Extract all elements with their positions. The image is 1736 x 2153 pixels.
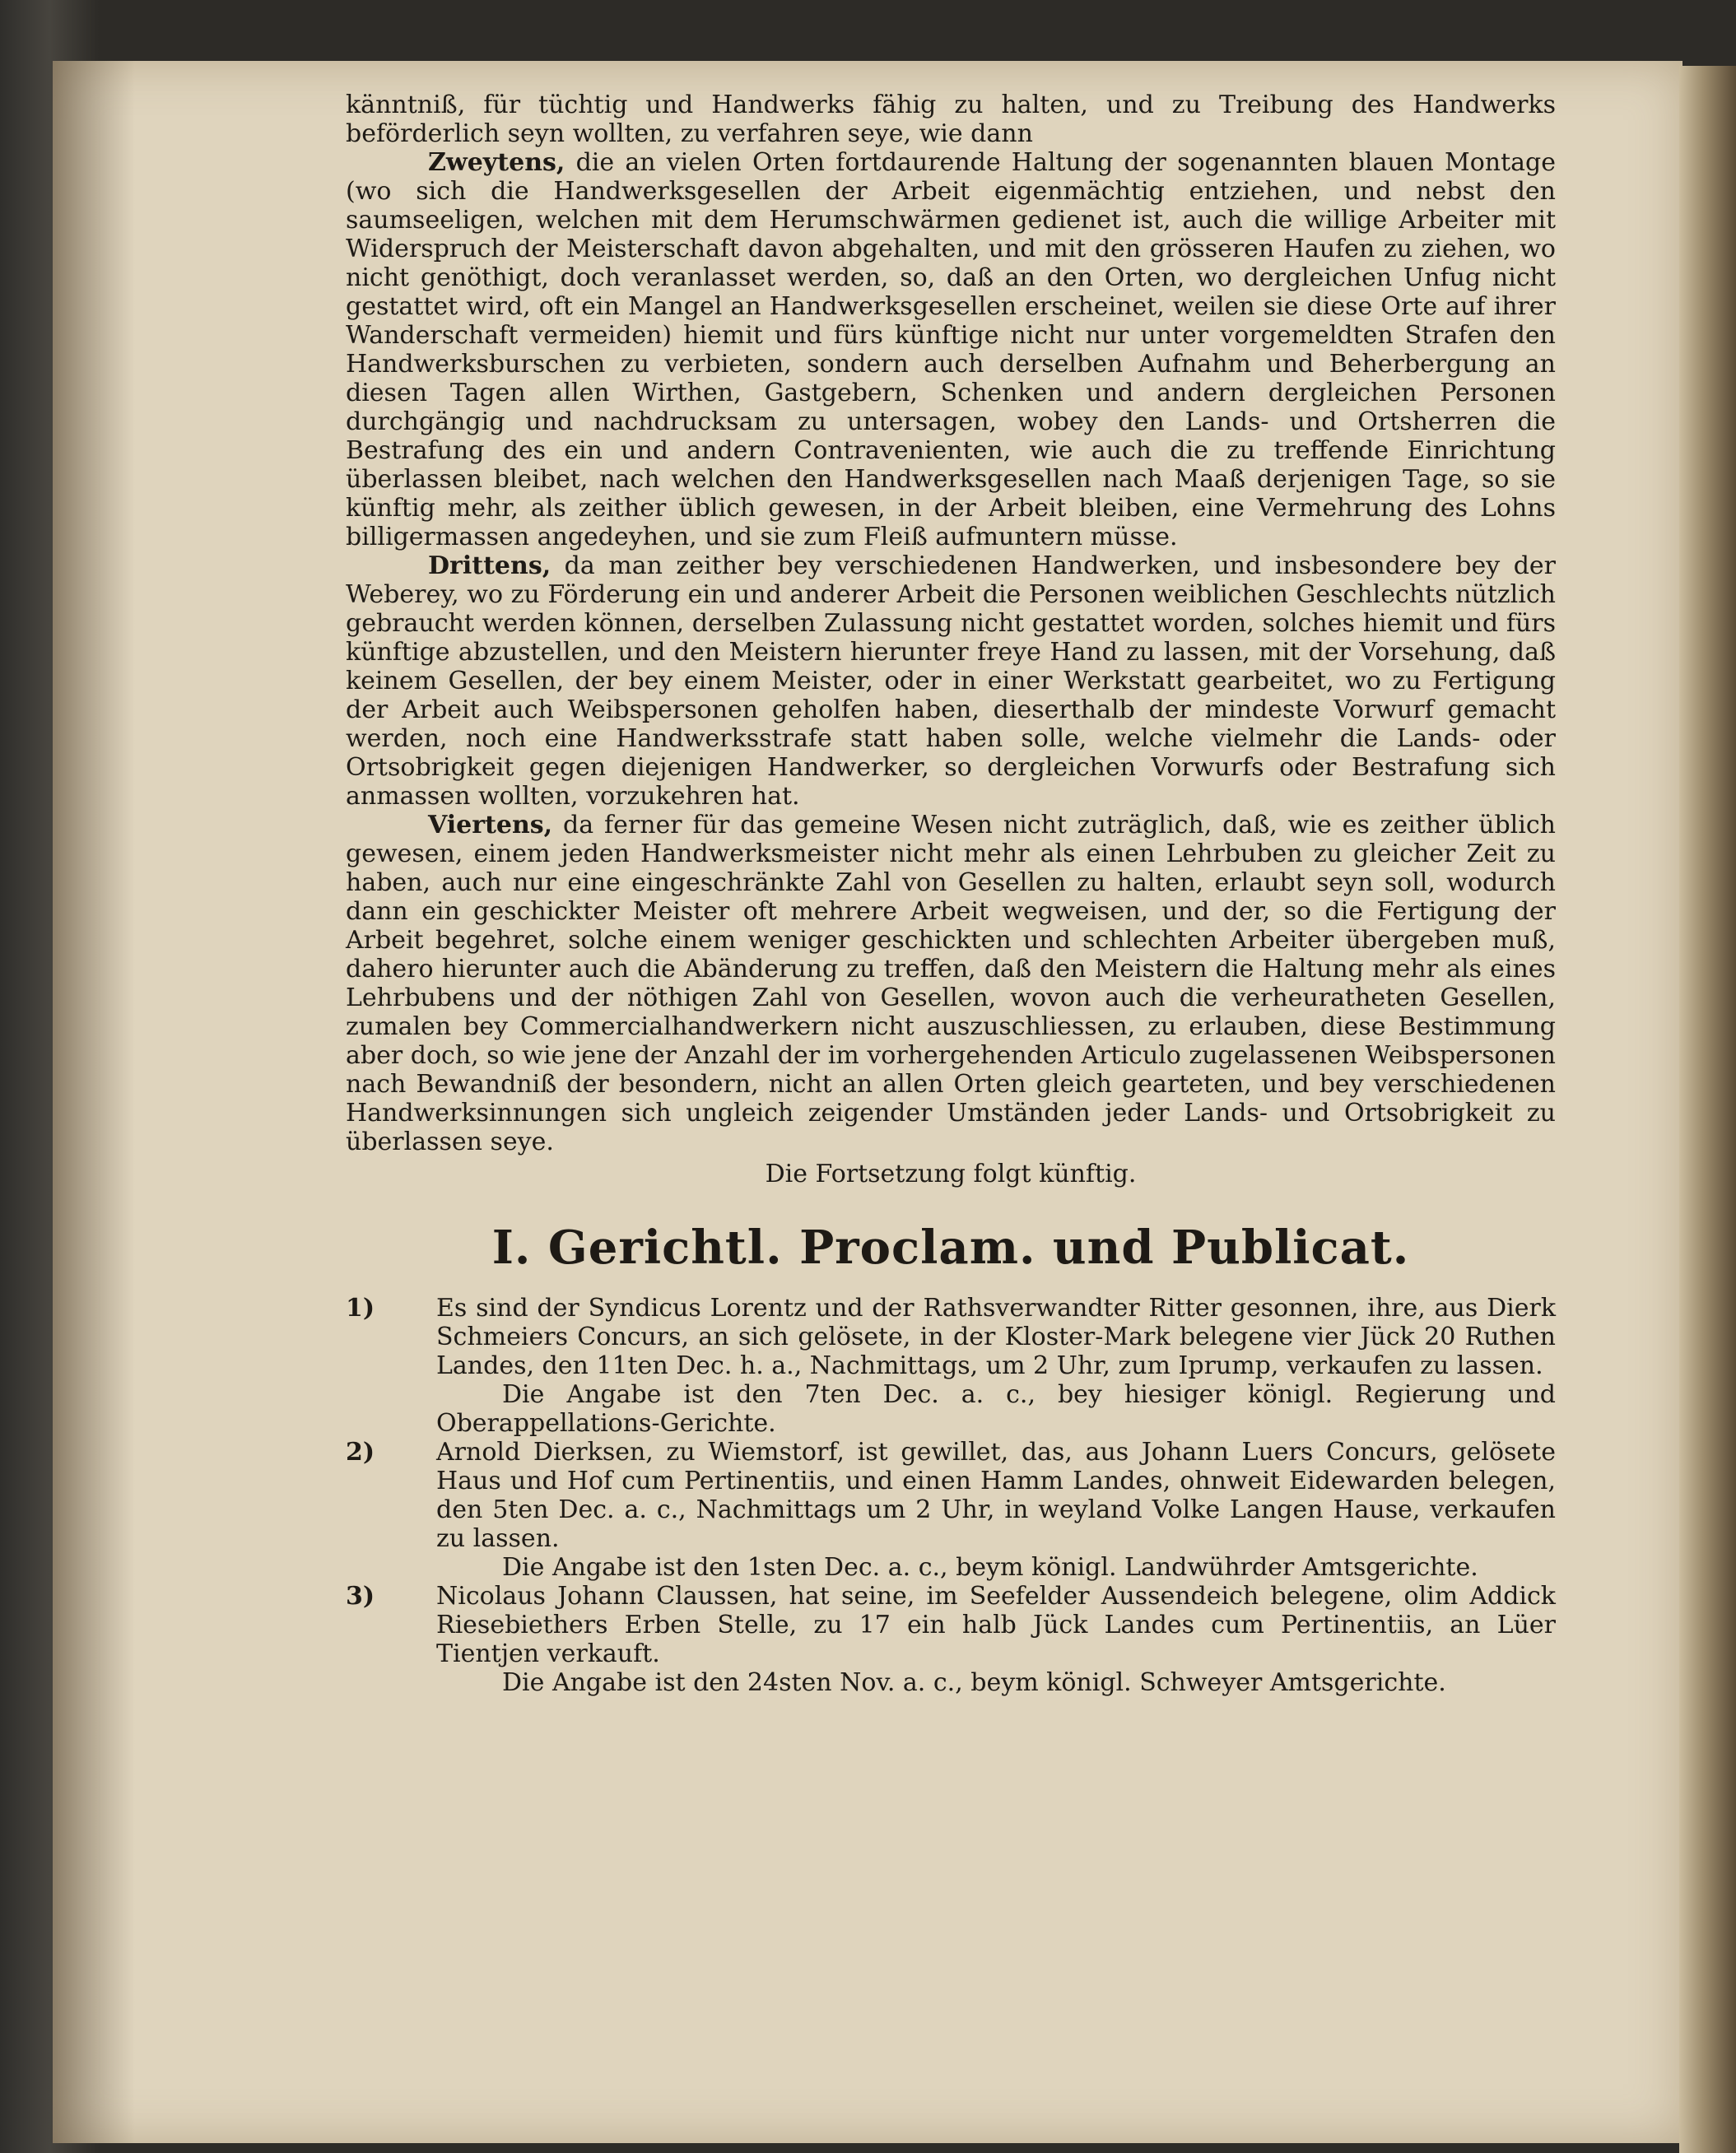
paragraph-lead: Zweytens, xyxy=(428,148,565,177)
paragraph-body: da ferner für das gemeine Wesen nicht zuträglich, daß, wie es zeither üblich gewesen, einem jeden Handwerksmeister nicht mehr als einen Lehrbuben zu gleicher Zeit zu haben, auch nur eine eingeschränkte Zahl von Gesellen zu halten, erlaubt seyn soll, wodurch dann ein geschickter Meister oft mehrere Arbeit wegweisen, und der, so die Fertigung der Arbeit begehret, solche einem weniger geschickten und schlechten Arbeiter übergeben muß, dahero hierunter auch die Abänderung zu treffen, daß den Meistern die Haltung mehr als eines Lehrbubens und der nöthigen Zahl von Gesellen, wovon auch die verheuratheten Gesellen, zumalen bey Commercialhandwerkern nicht auszuschliessen, zu erlauben, diese Bestimmung aber doch, so wie jene der Anzahl der im vorhergehenden Articulo zugelassenen Weibspersonen nach Bewandniß der besondern, nicht an allen Orten gleich gearteten, und bey verschiedenen Handwerksinnungen sich ungleich zeigender Umständen jeder Lands- und Ortsobrigkeit zu überlassen seye. xyxy=(346,811,1556,1156)
list-item xyxy=(346,1294,1556,1438)
paragraph-body: die an vielen Orten fortdaurende Haltung der sogenannten blauen Montage (wo sich die Handwerksgesellen der Arbeit eigenmächtig entziehen, und nebst den saumseeligen, welchen mit dem Herumschwärmen gedienet ist, auch die willige Arbeiter mit Widerspruch der Meisterschaft davon abgehalten, und mit den grösseren Haufen zu ziehen, wo nicht genöthigt, doch veranlasset werden, so, daß an den Orten, wo dergleichen Unfug nicht gestattet wird, oft ein Mangel an Handwerksgesellen erscheinet, weilen sie diese Orte auf ihrer Wanderschaft vermeiden) hiemit und fürs künftige nicht nur unter vorgemeldten Strafen den Handwerksburschen zu verbieten, sondern auch derselben Aufnahm und Beherbergung an diesen Tagen allen Wirthen, Gastgebern, Schenken und andern dergleichen Personen durchgängig und nachdrucksam zu untersagen, wobey den Lands- und Ortsherren die Bestrafung des ein und andern Contravenienten, wie auch die zu treffende Einrichtung überlassen bleibet, nach welchen den Handwerksgesellen nach Maaß derjenigen Tage, so sie künftig mehr, als zeither üblich gewesen, in der Arbeit bleiben, eine Vermehrung des Lohns billigermassen angedeyhen, und sie zum Fleiß aufmuntern müsse. xyxy=(346,148,1556,551)
paragraph-lead: Viertens, xyxy=(428,811,553,839)
entry-note: Die Angabe ist den 24sten Nov. a. c., beym königl. Schweyer Amtsgerichte. xyxy=(502,1668,1446,1697)
entry-note: Die Angabe ist den 7ten Dec. a. c., bey hiesiger königl. Regierung und Oberappellations-Gerichte. xyxy=(436,1380,1556,1438)
entry-note: Die Angabe ist den 1sten Dec. a. c., beym königl. Landwührder Amtsgerichte. xyxy=(502,1553,1478,1582)
entry-number: 1) xyxy=(346,1294,375,1323)
paragraph-body: da man zeither bey verschiedenen Handwerken, und insbesondere bey der Weberey, wo zu Förderung ein und anderer Arbeit die Personen weiblichen Geschlechts nützlich gebraucht werden können, derselben Zulassung nicht gestattet worden, solches hiemit und fürs künftige abzustellen, und den Meistern hierunter freye Hand zu lassen, mit der Vorsehung, daß keinem Gesellen, der bey einem Meister, oder in einer Werkstatt gearbeitet, wo zu Fertigung der Arbeit auch Weibspersonen geholfen haben, dieserthalb der mindeste Vorwurf gemacht werden, noch eine Handwerksstrafe statt haben solle, welche vielmehr die Lands- oder Ortsobrigkeit gegen diejenigen Handwerker, so dergleichen Vorwurfs oder Bestrafung sich anmassen wollten, vorzukehren hat. xyxy=(346,551,1556,811)
entry-text: Nicolaus Johann Claussen, hat seine, im Seefelder Aussendeich belegene, olim Addick Riesebiethers Erben Stelle, zu 17 ein halb Jück Landes cum Pertinentiis, an Lüer Tientjen verkauft. xyxy=(436,1582,1556,1668)
entry-text: Arnold Dierksen, zu Wiemstorf, ist gewillet, das, aus Johann Luers Concurs, gelösete Haus und Hof cum Pertinentiis, und einen Hamm Landes, ohnweit Eidewarden belegen, den 5ten Dec. a. c., Nachmittags um 2 Uhr, in weyland Volke Langen Hause, verkaufen zu lassen. xyxy=(436,1438,1556,1553)
paragraph-zweytens xyxy=(346,148,1556,551)
paragraph-drittens xyxy=(346,551,1556,811)
next-page-edge xyxy=(1679,66,1736,2153)
section-heading: I. Gerichtl. Proclam. und Publicat. xyxy=(491,1221,1410,1275)
list-item xyxy=(346,1582,1556,1697)
entry-text: Es sind der Syndicus Lorentz und der Rathsverwandter Ritter gesonnen, ihre, aus Dierk Schmeiers Concurs, an sich gelösete, in der Kloster-Mark belegene vier Jück 20 Ruthen Landes, den 11ten Dec. h. a., Nachmittags, um 2 Uhr, zum Iprump, verkaufen zu lassen. xyxy=(436,1294,1556,1380)
entry-number: 2) xyxy=(346,1438,375,1467)
opening-paragraph: känntniß, für tüchtig und Handwerks fähig zu halten, und zu Treibung des Handwerks beförderlich seyn wollten, zu verfahren seye, wie dann xyxy=(346,91,1556,148)
page-binding-shadow xyxy=(53,61,135,2143)
list-item xyxy=(346,1438,1556,1582)
page-text xyxy=(346,91,1556,1697)
entry-number: 3) xyxy=(346,1582,375,1611)
paragraph-viertens xyxy=(346,811,1556,1156)
paragraph-lead: Drittens, xyxy=(428,551,552,580)
continuation-note: Die Fortsetzung folgt künftig. xyxy=(765,1160,1137,1188)
